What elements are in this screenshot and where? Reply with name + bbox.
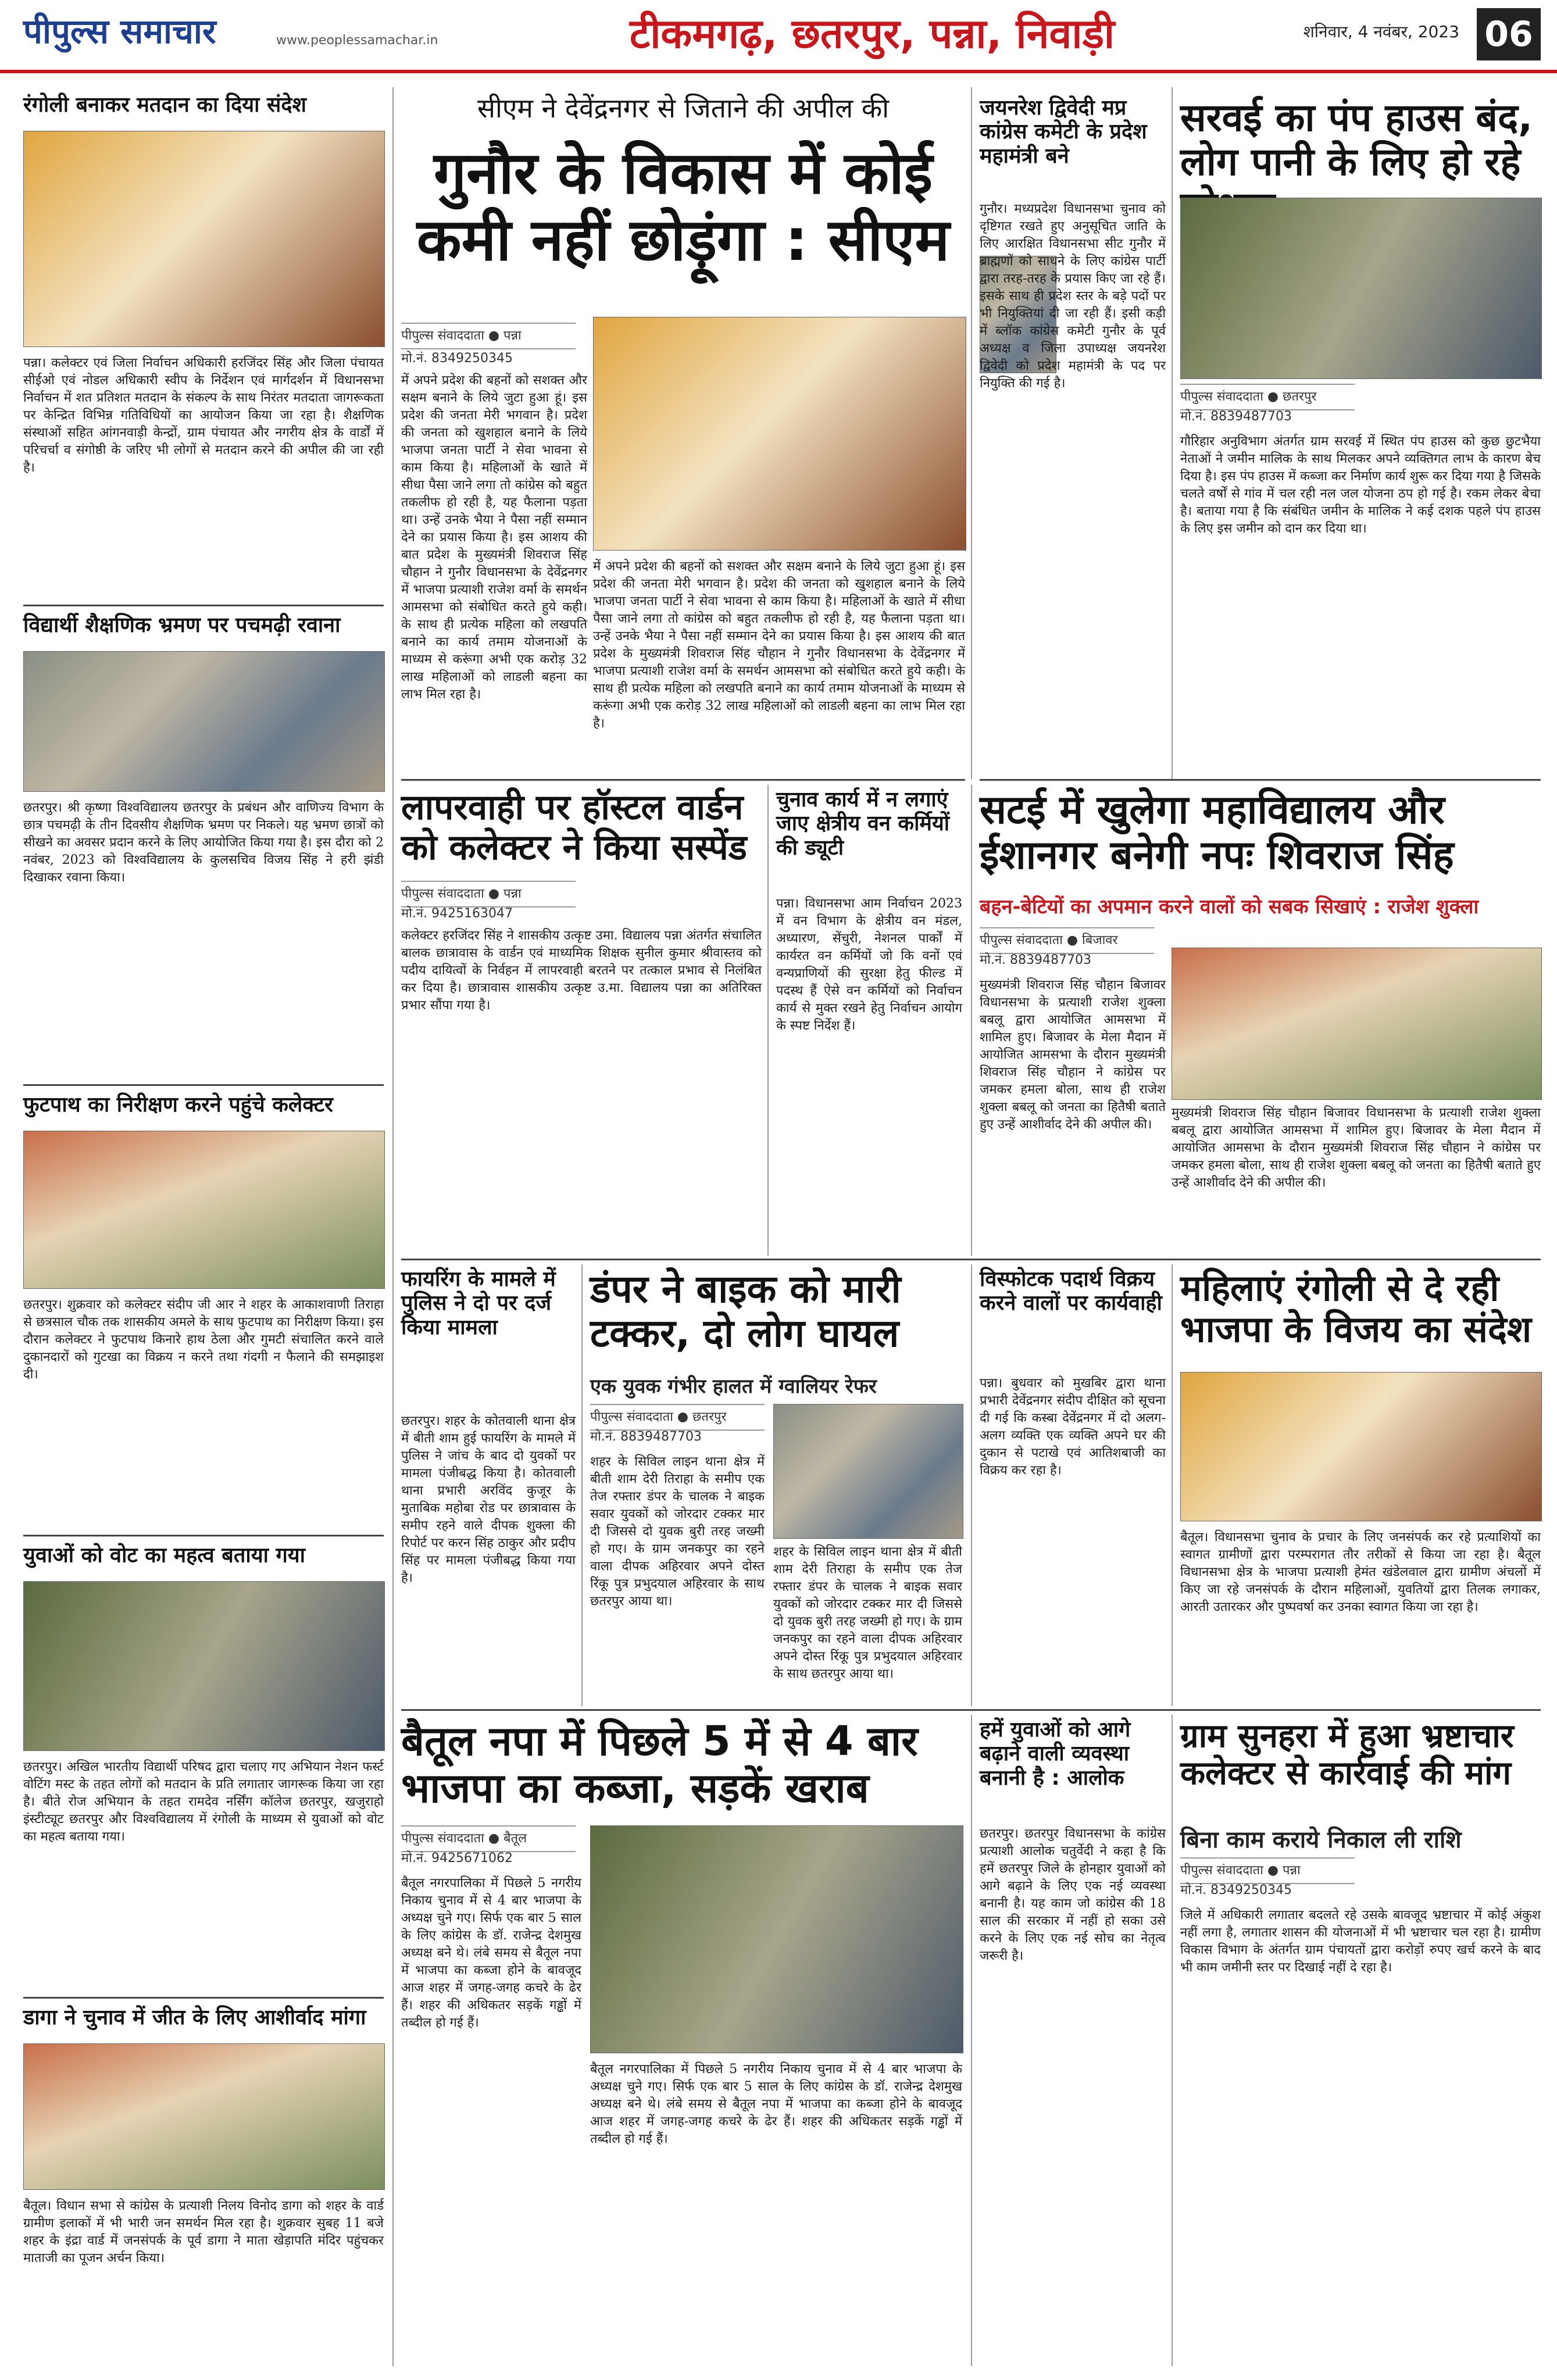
column-divider — [1172, 87, 1173, 779]
footpath-headline: फुटपाथ का निरीक्षण करने पहुंचे कलेक्टर — [23, 1093, 333, 1117]
hostel-headline: लापरवाही पर हॉस्टल वार्डन को कलेक्टर ने किया सस्पेंड — [401, 787, 747, 868]
dumper-body: शहर के सिविल लाइन थाना क्षेत्र में बीती शाम देरी तिराहा के समीप एक तेज रफ्तार डंपर के चालक ने बाइक सवार युवकों को जोरदार टक्कर मार दी जिससे दो युवक बुरी तरह जख्मी हो गए। के ग्राम जनकपुर का रहने वाला दीपक अहिरवार अपने दोस्त रिंकू पुत्र प्रभुदयाल अहिरवार के साथ छतरपुर आया था। — [590, 1455, 765, 1609]
divider — [23, 1997, 384, 1999]
jaynaresh-body: गुनौर। मध्यप्रदेश विधानसभा चुनाव को दृष्टिगत रखते हुए अनुसूचित जाति के लिए आरक्षित विधानसभा सीट गुनौर में ब्राह्मणों को साधने के लिए कांग्रेस पार्टी द्वारा तरह-तरह के प्रयास किए जा रहे हैं। इसके साथ ही प्रदेश स्तर के बड़े पदों पर भी नियुक्तियां दी जा रही हैं। इसी कड़ी में ब्लॉक कांग्रेस कमेटी गुनौर के पूर्व अध्यक्ष व जिला उपाध्यक्ष जयनरेश द्विवेदी को प्रदेश महामंत्री के पद पर नियुक्ति की गई है। — [980, 202, 1166, 391]
daga-photo — [23, 2043, 385, 2190]
column-divider — [392, 87, 394, 2366]
satai-deck: बहन-बेटियों का अपमान करने वालों को सबक सिखाएं : राजेश शुक्ला — [980, 895, 1479, 919]
duty-headline: चुनाव कार्य में न लगाएं जाए क्षेत्रीय वन कर्मियों की ड्यूटी — [776, 788, 950, 860]
youth-vote-body: छतरपुर। अखिल भारतीय विद्यार्थी परिषद द्वारा चलाए गए अभियान नेशन फर्स्ट वोटिंग मस्ट के तहत लोगों को मतदान के प्रति लगातार जागरूक किया जा रहा है। बीते रोज अभियान के तहत रामदेव नर्सिंग कॉलेज छतरपुर, खजुराहो इंस्टीट्यूट छतरपुर और विश्वविद्यालय में रंगोली के माध्यम से युवाओं को वोट का महत्व बताया गया। — [23, 1760, 384, 1844]
column-divider — [971, 785, 972, 1256]
satai-body-cont: मुख्यमंत्री शिवराज सिंह चौहान बिजावर विधानसभा के प्रत्याशी राजेश शुक्ला बबलू द्वारा आयोजित आमसभा में शामिल हुए। बिजावर के मेला मैदान में आयोजित आमसभा के दौरान मुख्यमंत्री शिवराज सिंह चौहान ने कांग्रेस पर जमकर हमला बोला, साथ ही राजेश शुक्ला बबलू को जनता का हितैषी बताते हुए उन्हें आशीर्वाद देने की अपील की। — [1172, 1106, 1541, 1190]
sarvai-photo — [1180, 198, 1542, 379]
divider — [23, 1084, 384, 1086]
dumper-deck: एक युवक गंभीर हालत में ग्वालियर रेफर — [590, 1375, 877, 1398]
lead-body-col1: में अपने प्रदेश की बहनों को सशक्त और सक्षम बनाने के लिये जुटा हुआ हूं। इस प्रदेश की जनता मेरी भगवान है। प्रदेश की जनता को खुशहाल बनाने के लिये भाजपा जनता पार्टी ने सेवा भावना से काम किया है। महिलाओं के खाते में सीधा पैसा जाने लगा तो कांग्रेस को बहुत तकलीफ हो रही है, यह फैलाना पड़ता था। उन्हें उनके भैया ने पैसा नहीं सम्मान देने का प्रयास किया है। इस आशय की बात प्रदेश के मुख्यमंत्री शिवराज सिंह चौहान ने गुनौर विधानसभा के देवेंद्रनगर में भाजपा प्रत्याशी राजेश वर्मा के समर्थन आमसभा को संबोधित करते हुये कही। के साथ ही प्रत्येक महिला को लखपति बनाने का कार्य तमाम योजनाओं के माध्यम से करूंगा अभी एक करोड़ 32 लाख महिलाओं को लाडली बहना का लाभ मिल रहा है। — [401, 373, 587, 702]
page-region-title: टीकमगढ़, छतरपुर, पन्ना, निवाड़ी — [629, 10, 1115, 58]
satai-byline: पीपुल्स संवाददाता ● बिजावर — [980, 927, 1154, 954]
betul-body-cont: बैतूल नगरपालिका में पिछले 5 नगरीय निकाय चुनाव में से 4 बार भाजपा के अध्यक्ष चुने गए। सिर्फ एक बार 5 साल के लिए कांग्रेस के डॉ. राजेन्द्र देशमुख अध्यक्ष बने थे। लंबे समय से बैतूल नपा में भाजपा का कब्जा होने के बावजूद आज शहर में जगह-जगह कचरे के ढेर हैं। शहर की अधिकतर सड़कें गड्ढों में तब्दील हो गई हैं। — [590, 2062, 962, 2146]
footpath-body: छतरपुर। शुक्रवार को कलेक्टर संदीप जी आर ने शहर के आकाशवाणी तिराहा से छत्रसाल चौक तक शासकीय अमले के साथ फुटपाथ का निरीक्षण किया। इस दौरान कलेक्टर ने फुटपाथ किनारे हाथ ठेला और गुमटी संचालित करने वाले दुकानदारों को गुटखा का विक्रय न करने तथा गंदगी न फैलाने की समझाइश दी। — [23, 1298, 384, 1382]
lead-kicker: सीएम ने देवेंद्रनगर से जिताने की अपील की — [477, 92, 890, 124]
rangoli-body: पन्ना। कलेक्टर एवं जिला निर्वाचन अधिकारी हरजिंदर सिंह और जिला पंचायत सीईओ एवं नोडल अधिकारी स्वीप के निर्देशन एवं मार्गदर्शन में विधानसभा निर्वाचन में शत प्रतिशत मतदान के संकल्प के साथ निरंतर मतदाता जागरूकता पर केन्द्रित विभिन्न गतिविधियों का आयोजन किया जा रहा है। शैक्षणिक संस्थाओं सहित आंगनवाड़ी केन्द्रों, ग्राम पंचायत और नगरीय क्षेत्र के वार्डों में परिचर्चा व संगोष्ठी के जरिए भी लोगों से मतदान करने की अपील की जा रही है। — [23, 356, 384, 475]
satai-headline: सटई में खुलेगा महाविद्यालय और ईशानगर बनेगी नपः शिवराज सिंह — [980, 787, 1454, 879]
newspaper-logo: पीपुल्स समाचार — [23, 12, 216, 51]
sunhara-byline: पीपुल्स संवाददाता ● पन्ना — [1180, 1857, 1355, 1884]
pachmarhi-body: छतरपुर। श्री कृष्णा विश्वविद्यालय छतरपुर के प्रबंधन और वाणिज्य विभाग के छात्र पचमढ़ी के तीन दिवसीय शैक्षणिक भ्रमण पर निकले। यह भ्रमण छात्रों को सीखने का अवसर प्रदान करने के लिए आयोजित किया गया है। इस दौरा को 2 नवंबर, 2023 को विश्वविद्यालय के कुलसचिव विजय सिंह ने हरी झंडी दिखाकर रवाना किया। — [23, 801, 384, 885]
dumper-body-cont: शहर के सिविल लाइन थाना क्षेत्र में बीती शाम देरी तिराहा के समीप एक तेज रफ्तार डंपर के चालक ने बाइक सवार युवकों को जोरदार टक्कर मार दी जिससे दो युवक बुरी तरह जख्मी हो गए। के ग्राम जनकपुर का रहने वाला दीपक अहिरवार अपने दोस्त रिंकू पुत्र प्रभुदयाल अहिरवार के साथ छतरपुर आया था। — [773, 1545, 962, 1681]
website-url[interactable]: www.peoplessamachar.in — [276, 33, 438, 48]
lead-headline: गुनौर के विकास में कोई कमी नहीं छोड़ूंगा : सीएम — [416, 139, 950, 274]
mahila-headline: महिलाएं रंगोली से दे रही भाजपा के विजय का संदेश — [1180, 1267, 1532, 1351]
column-divider — [1172, 1715, 1173, 2366]
mahila-photo — [1180, 1372, 1542, 1521]
footpath-photo — [23, 1131, 385, 1289]
aalok-body: छतरपुर। छतरपुर विधानसभा के कांग्रेस प्रत्याशी आलोक चतुर्वेदी ने कहा है कि हमें छतरपुर जिले के होनहार युवाओं को आगे बढ़ाने के लिए एक नई व्यवस्था बनानी है। यह काम जो कांग्रेस की 18 साल की सरकार में नहीं हो सका उसे करने के लिए एक नई सोच का नेतृत्व जरूरी है। — [980, 1827, 1166, 1963]
sarvai-byline: पीपुल्स संवाददाता ● छतरपुर — [1180, 384, 1355, 410]
betul-body: बैतूल नगरपालिका में पिछले 5 नगरीय निकाय चुनाव में से 4 बार भाजपा के अध्यक्ष चुने गए। सिर्फ एक बार 5 साल के लिए कांग्रेस के डॉ. राजेन्द्र देशमुख अध्यक्ष बने थे। लंबे समय से बैतूल नपा में भाजपा का कब्जा होने के बावजूद आज शहर में जगह-जगह कचरे के ढेर हैं। शहर की अधिकतर सड़कें गड्ढों में तब्दील हो गई हैं। — [401, 1876, 581, 2030]
duty-body: पन्ना। विधानसभा आम निर्वाचन 2023 में वन विभाग के क्षेत्रीय वन मंडल, अध्यारण, सेंचुरी, नेशनल पार्कों में कार्यरत वन कर्मियों जो कि वनों एवं वन्यप्राणियों की सुरक्षा हेतु फील्ड में पदस्थ हैं ऐसे वन कर्मियों को निर्वाचन कार्य से मुक्त रखने हेतु निर्वाचन आयोग के स्पष्ट निर्देश हैं। — [776, 896, 962, 1033]
sunhara-mobile: मो.नं. 8349250345 — [1180, 1883, 1292, 1897]
rangoli-photo — [23, 131, 385, 347]
firing-body: छतरपुर। शहर के कोतवाली थाना क्षेत्र में बीती शाम हुई फायरिंग के मामले में पुलिस ने जांच के बाद दो युवकों पर मामला पंजीबद्ध किया है। कोतवाली थाना प्रभारी अरविंद कुजूर के मुताबिक महोबा रोड पर छात्रावास के समीप रहने वाले दीपक शुक्ला की रिपोर्ट पर करन सिंह ठाकुर और प्रदीप सिंह पर मामला पंजीबद्ध किया गया है। — [401, 1414, 576, 1585]
divider — [980, 779, 1541, 781]
hostel-mobile: मो.नं. 9425163047 — [401, 906, 513, 921]
youth-vote-photo — [23, 1581, 385, 1751]
divider — [401, 779, 965, 781]
hostel-body: कलेक्टर हरजिंदर सिंह ने शासकीय उत्कृष्ट उमा. विद्यालय पन्ना अंतर्गत संचालित बालक छात्रावास के वार्डन एवं माध्यमिक शिक्षक सुनील कुमार श्रीवास्तव को पदीय दायित्वों के निर्वहन में लापरवाही बरतने पर तत्काल प्रभाव से निलंबित कर दिया है। छात्रावास शासकीय उत्कृष्ट उ.मा. विद्यालय पन्ना का अतिरिक्त प्रभार सौंपा गया है। — [401, 928, 762, 1013]
dumper-byline: पीपुल्स संवाददाता ● छतरपुर — [590, 1404, 765, 1431]
pachmarhi-headline: विद्यार्थी शैक्षणिक भ्रमण पर पचमढ़ी रवाना — [23, 613, 341, 637]
satai-mobile: मो.नं. 8839487703 — [980, 953, 1092, 967]
column-divider — [581, 1264, 583, 1706]
mahila-body: बैतूल। विधानसभा चुनाव के प्रचार के लिए जनसंपर्क कर रहे प्रत्याशियों का स्वागत ग्रामीणों द्वारा परम्परागत तौर तरीकों से किया जा रहा है। बैतूल विधानसभा क्षेत्र के भाजपा प्रत्याशी हेमंत खंडेलवाल द्वारा ग्रामीण अंचलों में किए जा रहे जनसंपर्क के दौरान महिलाओं, युवतियों द्वारा तिलक लगाकर, आरती उतारकर और पुष्पवर्षा कर उनका स्वागत किया जा रहा है। — [1180, 1530, 1541, 1614]
firing-headline: फायरिंग के मामले में पुलिस ने दो पर दर्ज किया मामला — [401, 1267, 556, 1339]
pachmarhi-photo — [23, 651, 385, 792]
sunhara-deck: बिना काम कराये निकाल ली राशि — [1180, 1827, 1462, 1853]
lead-mobile: मो.नं. 8349250345 — [401, 351, 513, 366]
daga-body: बैतूल। विधान सभा से कांग्रेस के प्रत्याशी निलय विनोद डागा को शहर के वार्ड ग्रामीण इलाकों में भी भारी जन समर्थन मिल रहा है। शुक्रवार सुबह 11 बजे शहर के इंद्रा वार्ड में जनसंपर्क के पूर्व डागा ने माता खेड़ापति मंदिर पहुंचकर माताजी का पूजन अर्चन किया। — [23, 2199, 384, 2265]
betul-mobile: मो.नं. 9425671062 — [401, 1851, 513, 1866]
column-divider — [1172, 1264, 1173, 1706]
betul-road-photo — [590, 1825, 963, 2053]
sunhara-body: जिले में अधिकारी लगातार बदलते रहे उसके बावजूद भ्रष्टाचार में कोई अंकुश नहीं लगा है, लगातार शासन की योजनाओं में भी भ्रष्टाचार चल रहा है। ग्रामीण विकास विभाग के अंतर्गत ग्राम पंचायतों द्वारा करोड़ों रुपए खर्च करने के बाद भी काम जमीनी स्तर पर दिखाई नहीं दे रहा है। — [1180, 1908, 1541, 1975]
lead-byline: पीपुल्स संवाददाता ● पन्ना — [401, 323, 576, 349]
divider — [401, 1709, 1541, 1711]
sarvai-body: गौरिहार अनुविभाग अंतर्गत ग्राम सरवई में स्थित पंप हाउस को कुछ छुटभैया नेताओं ने जमीन मालिक के साथ मिलकर अपने व्यक्तिगत लाभ के कारण बेच दिया है। इस पंप हाउस में कब्जा कर निर्माण कार्य शुरू कर दिया गया है जिसके चलते वर्षों से गांव में चल रही नल जल योजना ठप हो गई है। रकम लेकर बेचा है। बताया गया है कि संबंधित जमीन के मालिक ने कई दशक पहले पंप हाउस के लिए इस जमीन को दान कर दिया था। — [1180, 434, 1541, 536]
divider — [23, 605, 384, 606]
lead-body-col2: में अपने प्रदेश की बहनों को सशक्त और सक्षम बनाने के लिये जुटा हुआ हूं। इस प्रदेश की जनता मेरी भगवान है। प्रदेश की जनता को खुशहाल बनाने के लिये भाजपा जनता पार्टी ने सेवा भावना से काम किया है। महिलाओं के खाते में सीधा पैसा जाने लगा तो कांग्रेस को बहुत तकलीफ हो रही है, यह फैलाना पड़ता था। उन्हें उनके भैया ने पैसा नहीं सम्मान देने का प्रयास किया है। इस आशय की बात प्रदेश के मुख्यमंत्री शिवराज सिंह चौहान ने गुनौर विधानसभा के देवेंद्रनगर में भाजपा प्रत्याशी राजेश वर्मा के समर्थन आमसभा को संबोधित करते हुये कही। के साथ ही प्रत्येक महिला को लखपति बनाने का कार्य तमाम योजनाओं के माध्यम से करूंगा अभी एक करोड़ 32 लाख महिलाओं को लाडली बहना का लाभ मिल रहा है। — [593, 559, 965, 731]
satai-body: मुख्यमंत्री शिवराज सिंह चौहान बिजावर विधानसभा के प्रत्याशी राजेश शुक्ला बबलू द्वारा आयोजित आमसभा में शामिल हुए। बिजावर के मेला मैदान में आयोजित आमसभा के दौरान मुख्यमंत्री शिवराज सिंह चौहान ने कांग्रेस पर जमकर हमला बोला, साथ ही राजेश शुक्ला बबलू को जनता का हितैषी बताते हुए उन्हें आशीर्वाद देने की अपील की। — [980, 978, 1166, 1132]
divider — [401, 1259, 1541, 1260]
daga-headline: डागा ने चुनाव में जीत के लिए आशीर्वाद मांगा — [23, 2006, 366, 2029]
sarvai-mobile: मो.नं. 8839487703 — [1180, 409, 1292, 424]
betul-byline: पीपुल्स संवाददाता ● बैतूल — [401, 1825, 576, 1852]
dateline: शनिवार, 4 नवंबर, 2023 — [1303, 22, 1459, 41]
lead-photo — [593, 317, 966, 551]
column-divider — [971, 87, 972, 779]
column-divider — [767, 785, 769, 1256]
sunhara-headline: ग्राम सुनहरा में हुआ भ्रष्टाचार कलेक्टर से कार्रवाई की मांग — [1180, 1717, 1514, 1793]
rangoli-headline: रंगोली बनाकर मतदान का दिया संदेश — [23, 93, 306, 117]
column-divider — [971, 1264, 972, 1706]
blast-body: पन्ना। बुधवार को मुखबिर द्वारा थाना प्रभारी देवेंद्रनगर संदीप दीक्षित को सूचना दी गई कि कस्बा देवेंद्रनगर में दो अलग-अलग व्यक्ति एक व्यक्ति अपने घर की दुकान से पटाखे एवं आतिशबाजी का विक्रय कर रहा है। — [980, 1376, 1166, 1478]
aalok-headline: हमें युवाओं को आगे बढ़ाने वाली व्यवस्था बनानी है : आलोक — [980, 1718, 1131, 1790]
dumper-headline: डंपर ने बाइक को मारी टक्कर, दो लोग घायल — [590, 1267, 901, 1356]
satai-photo — [1172, 948, 1542, 1100]
column-divider — [971, 1715, 972, 2366]
dumper-photo — [773, 1404, 963, 1539]
jaynaresh-headline: जयनरेश द्विवेदी मप्र कांग्रेस कमेटी के प्रदेश महामंत्री बने — [980, 96, 1147, 168]
dumper-mobile: मो.नं. 8839487703 — [590, 1430, 702, 1444]
youth-vote-headline: युवाओं को वोट का महत्व बताया गया — [23, 1543, 305, 1567]
blast-headline: विस्फोटक पदार्थ विक्रय करने वालों पर कार्यवाही — [980, 1267, 1162, 1316]
hostel-byline: पीपुल्स संवाददाता ● पन्ना — [401, 881, 576, 907]
betul-headline: बैतूल नपा में पिछले 5 में से 4 बार भाजपा का कब्जा, सड़कें खराब — [401, 1717, 918, 1812]
page-number: 06 — [1477, 8, 1541, 60]
divider — [23, 1535, 384, 1536]
sarvai-headline: सरवई का पंप हाउस बंद, लोग पानी के लिए हो रहे — [1180, 95, 1533, 184]
